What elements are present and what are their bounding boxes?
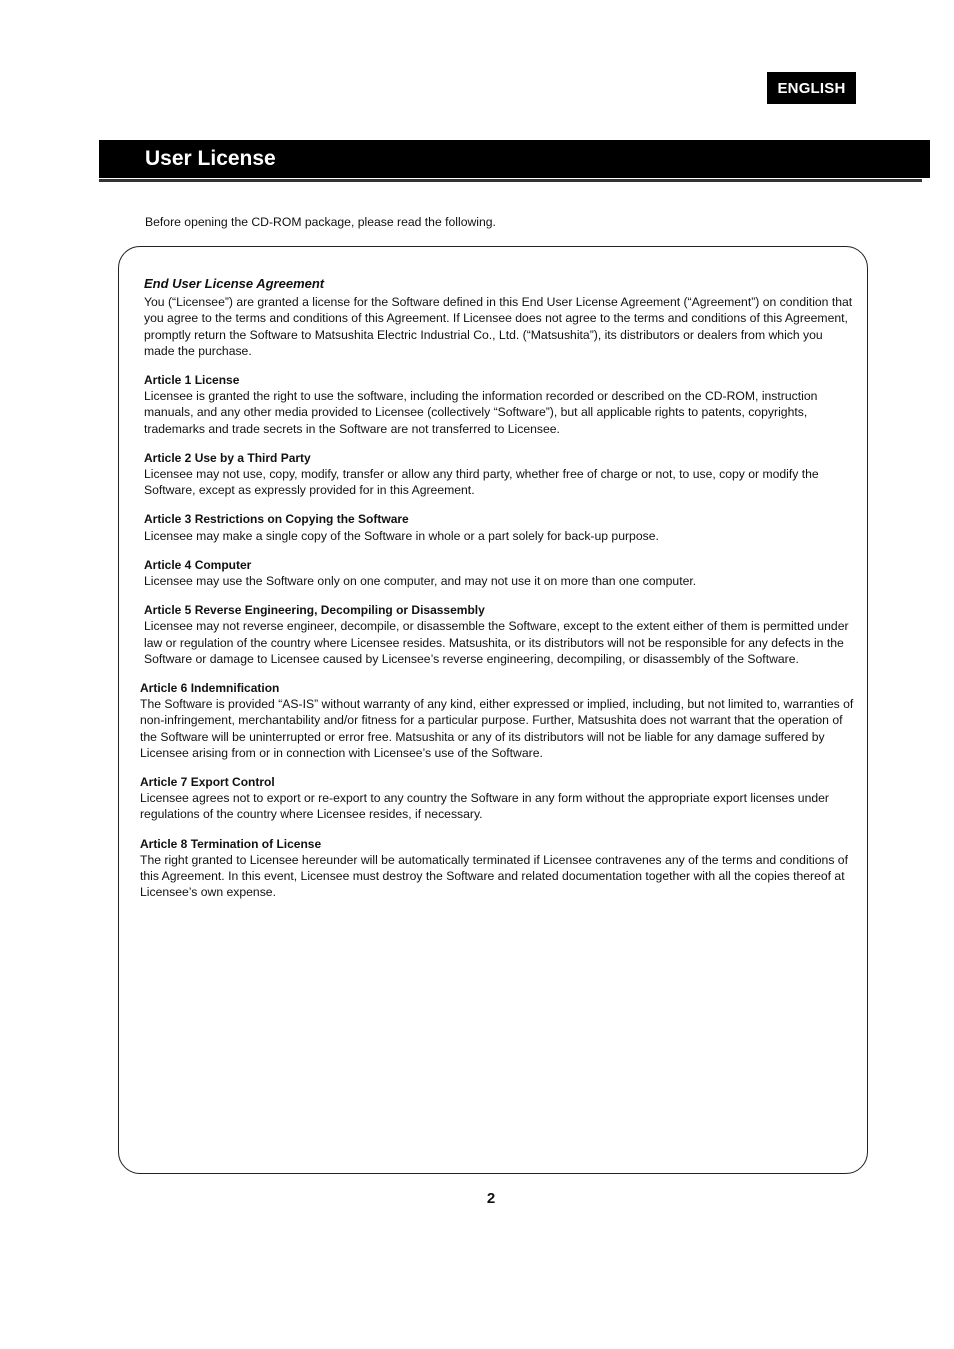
article-title: Article 2 Use by a Third Party (144, 450, 311, 465)
article-text: Licensee may not reverse engineer, decompile, or disassemble the Software, except to the extent either of them is permitted under law or regulation of the country where Licensee resides. Matsushita, or its distributors will not be responsible for any defects in the Software or damage to Licensee caused by Licensee’s reverse engineering, decompiling, or disassembly of the Software. (144, 619, 849, 666)
article-text: Licensee is granted the right to use the software, including the information recorded or described on the CD-ROM, instruction manuals, and any other media provided to Licensee (collectively “Software”), but all applicable rights to patents, copyrights, trademarks and trade secrets in the Software are not transferred to Licensee. (144, 389, 818, 436)
agreement-preamble: You (“Licensee”) are granted a license for the Software defined in this End User License Agreement (“Agreement”) on condition that you agree to the terms and conditions of this Agreement. If Licensee does not agree to the terms and conditions of this Agreement, promptly return the Software to Matsushita Electric Industrial Co., Ltd. (“Matsushita”), its distributors or dealers from which you made the purchase. (144, 295, 853, 358)
article-title: Article 1 License (144, 373, 240, 388)
article-1 (144, 372, 856, 437)
article-title: Article 8 Termination of License (140, 836, 322, 851)
article-text: The right granted to Licensee hereunder will be automatically terminated if Licensee contravenes any of the terms and conditions of this Agreement. In this event, Licensee must destroy the Software and related documentation together with all the copies thereof at Licensee’s own expense. (140, 852, 848, 900)
article-title: Article 7 Export Control (140, 775, 275, 790)
article-8 (140, 836, 856, 901)
article-text: Licensee may use the Software only on one computer, and may not use it on more than one computer. (144, 574, 697, 589)
article-title: Article 4 Computer (144, 557, 252, 572)
article-4 (144, 557, 856, 589)
agreement-content (140, 276, 856, 901)
article-7 (140, 774, 856, 823)
article-5 (144, 602, 856, 667)
article-3 (144, 511, 856, 543)
intro-text: Before opening the CD-ROM package, please read the following. (145, 215, 496, 229)
article-text: Licensee may make a single copy of the Software in whole or a part solely for back-up purpose. (144, 528, 659, 543)
page-title: User License (145, 147, 276, 170)
article-title: Article 5 Reverse Engineering, Decompiling or Disassembly (144, 603, 485, 618)
page-title-bar (99, 140, 930, 178)
article-6 (140, 680, 856, 761)
article-text: Licensee may not use, copy, modify, transfer or allow any third party, whether free of charge or not, to use, copy or modify the Software, except as expressly provided for in this Agreement. (144, 467, 819, 498)
article-title: Article 3 Restrictions on Copying the Software (144, 512, 409, 527)
article-text: Licensee agrees not to export or re-export to any country the Software in any form without the appropriate export licenses under regulations of the country where Licensee resides, if necessary. (140, 791, 829, 822)
article-2 (144, 450, 856, 499)
article-text: The Software is provided “AS-IS” without warranty of any kind, either expressed or implied, including, but not limited to, warranties of non-infringement, merchantability and/or fitness for a particular purpose. Further, Matsushita does not warrant that the operation of the Software will be uninterrupted or error free. Matsushita or any of its distributors will not be liable for any damage suffered by Licensee arising from or in connection with Licensee’s use of the Software. (140, 697, 854, 760)
page-number: 2 (486, 1190, 496, 1207)
language-tab: ENGLISH (767, 72, 856, 104)
title-underline (99, 179, 922, 182)
article-title: Article 6 Indemnification (140, 681, 280, 696)
agreement-title: End User License Agreement (144, 276, 325, 291)
